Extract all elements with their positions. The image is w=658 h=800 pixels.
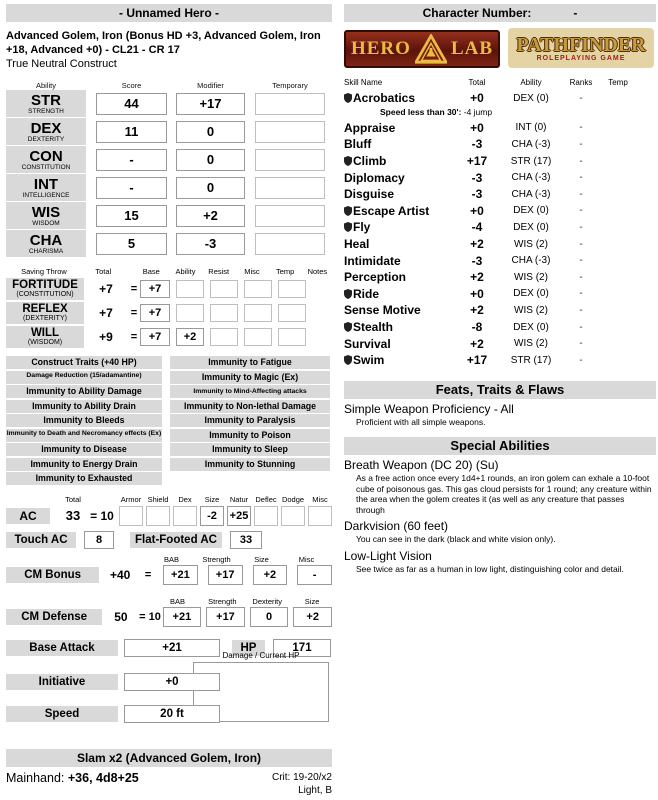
header-temp: Temp: [276, 267, 295, 276]
save-total: +9: [99, 330, 113, 344]
initiative-box: +0: [124, 673, 220, 691]
equals-sign: =: [130, 331, 138, 343]
header-misc: Misc: [312, 494, 328, 504]
ability-score-box: 44: [96, 93, 167, 115]
ability-table-header: [6, 81, 332, 90]
header-total: Total: [468, 78, 486, 87]
ability-modifier-box: 0: [176, 177, 245, 199]
ability-label: INT INTELLIGENCE: [6, 174, 86, 201]
save-resist-box: [210, 280, 238, 298]
trait-cell: Immunity to Death and Necromancy effects (Ex): [6, 429, 162, 442]
hero-name-bar: - Unnamed Hero -: [6, 4, 332, 22]
cm-defense-total: 50: [114, 609, 128, 624]
trait-cell: Immunity to Paralysis: [170, 414, 330, 427]
armor-check-shield-icon: [344, 222, 352, 232]
special-ability-description: You can see in the dark (black and white vision only).: [356, 534, 556, 544]
skill-row-appraise: Appraise +0 INT (0) -: [344, 120, 583, 135]
cm-defense-label: CM Defense: [6, 609, 102, 625]
character-number-label: Character Number:: [422, 6, 532, 20]
touch-ac-label: Touch AC: [6, 532, 76, 548]
save-misc-box: [244, 280, 272, 298]
trait-cell: Immunity to Energy Drain: [6, 458, 162, 471]
feat-name: Simple Weapon Proficiency - All: [344, 401, 514, 416]
save-temp-box: [278, 280, 306, 298]
cm-bonus-total: +40: [110, 567, 131, 582]
armor-check-shield-icon: [344, 322, 352, 332]
attack-crit-info: Crit: 19-20/x2 Light, B: [271, 771, 332, 796]
base-attack-box: +21: [124, 639, 220, 657]
equals-sign: =: [144, 568, 152, 581]
trait-cell: Immunity to Ability Drain: [6, 400, 162, 413]
saves-table-header: [6, 267, 332, 276]
ability-temp-box: [255, 149, 325, 171]
header-strength: Strength: [202, 554, 231, 564]
header-ranks: Ranks: [569, 78, 593, 87]
cmb-size-box: +2: [253, 565, 288, 585]
cm-bonus-row: [6, 565, 332, 585]
header-resist: Resist: [208, 267, 230, 276]
cmd-size-box: +2: [293, 607, 332, 627]
feats-header-bar: Feats, Traits & Flaws: [344, 381, 656, 399]
header-dexterity: Dexterity: [252, 596, 282, 606]
ability-row-wis: [6, 202, 332, 229]
header-ability: Ability: [175, 267, 196, 276]
flat-footed-ac-label: Flat-Footed AC: [130, 532, 222, 548]
ac-dex-box: [173, 506, 197, 526]
skill-row-disguise: Disguise -3 CHA (-3) -: [344, 187, 583, 202]
ability-row-int: [6, 174, 332, 201]
header-ability: Ability: [520, 78, 542, 87]
save-total: +7: [99, 306, 113, 320]
skill-row-sense-motive: Sense Motive +2 WIS (2) -: [344, 303, 583, 318]
skills-table-header: [344, 78, 656, 87]
herolab-triangle-icon: [415, 34, 447, 64]
herolab-word-hero: HERO: [350, 38, 411, 59]
cmd-dexterity-box: 0: [250, 607, 289, 627]
header-total: Total: [65, 494, 81, 504]
armor-check-shield-icon: [344, 206, 352, 216]
herolab-logo: [344, 30, 500, 68]
flat-footed-ac-box: 33: [230, 531, 262, 549]
header-score: Score: [121, 81, 142, 90]
trait-cell: Immunity to Fatigue: [170, 356, 330, 369]
logo-row: [344, 28, 656, 70]
trait-cell: Immunity to Ability Damage: [6, 385, 162, 398]
ac-dodge-box: [281, 506, 305, 526]
ac-armor-box: [119, 506, 143, 526]
trait-cell: Immunity to Poison: [170, 429, 330, 442]
save-row-reflex: [6, 302, 332, 324]
trait-cell: Immunity to Mind-Affecting attacks: [170, 385, 330, 398]
skill-row-survival: Survival +2 WIS (2) -: [344, 336, 583, 351]
character-number-bar: [344, 4, 656, 22]
armor-check-shield-icon: [344, 93, 352, 103]
ability-temp-box: [255, 177, 325, 199]
trait-cell: Immunity to Magic (Ex): [170, 371, 330, 384]
speed-box: 20 ft: [124, 705, 220, 723]
skill-row-heal: Heal +2 WIS (2) -: [344, 237, 583, 252]
ability-label: DEX DEXTERITY: [6, 118, 86, 145]
ability-modifier-box: 0: [176, 149, 245, 171]
trait-cell: Construct Traits (+40 HP): [6, 356, 162, 369]
ability-row-con: [6, 146, 332, 173]
ac-row: [6, 505, 332, 527]
trait-cell: Immunity to Sleep: [170, 443, 330, 456]
combat-stats-zone: [6, 639, 332, 735]
ability-modifier-box: -3: [176, 233, 245, 255]
skill-row-swim: Swim +17 STR (17) -: [344, 352, 656, 369]
skill-row-fly: Fly -4 DEX (0) -: [344, 219, 656, 236]
touch-ac-box: 8: [84, 531, 114, 549]
skill-row-climb: Climb +17 STR (17) -: [344, 153, 656, 170]
save-temp-box: [278, 328, 306, 346]
save-row-fortitude: [6, 278, 332, 300]
ac-shield-box: [146, 506, 170, 526]
save-resist-box: [210, 304, 238, 322]
save-temp-box: [278, 304, 306, 322]
touch-ac-row: [6, 531, 332, 549]
equals-sign: =: [130, 283, 138, 295]
ability-label: CHA CHARISMA: [6, 230, 86, 257]
save-total: +7: [99, 282, 113, 296]
skill-row-ride: Ride +0 DEX (0) -: [344, 286, 656, 303]
herolab-word-lab: LAB: [450, 38, 494, 59]
cmd-bab-box: +21: [163, 607, 202, 627]
header-modifier: Modifier: [197, 81, 224, 90]
header-skill-name: Skill Name: [344, 78, 383, 87]
attack-line: [6, 771, 332, 797]
ability-modifier-box: +17: [176, 93, 245, 115]
skill-row-acrobatics: Acrobatics +0 DEX (0) -: [344, 90, 656, 107]
ability-modifier-box: +2: [176, 205, 245, 227]
special-ability-description: As a free action once every 1d4+1 rounds, an iron golem can exhale a 10-foot cube of poisonous gas. This gas cloud persists for 1 round; any creature within the area when the golem creates it (as well as any creature that passes through: [356, 473, 652, 515]
hp-label: HP: [232, 640, 265, 656]
character-number-value: -: [573, 6, 578, 20]
save-misc-box: [244, 304, 272, 322]
save-base-box: +7: [140, 328, 170, 346]
ability-score-box: 5: [96, 233, 167, 255]
initiative-row: [6, 673, 220, 691]
special-ability-name: Breath Weapon (DC 20) (Su): [344, 458, 499, 472]
armor-check-shield-icon: [344, 355, 352, 365]
ac-total: 33: [65, 508, 81, 523]
traits-immunities-grid: [6, 356, 332, 487]
save-misc-box: [244, 328, 272, 346]
header-armor: Armor: [120, 494, 142, 504]
ability-row-cha: [6, 230, 332, 257]
ac-size-box: -2: [200, 506, 224, 526]
ac-table-header: [6, 495, 332, 504]
armor-check-shield-icon: [344, 156, 352, 166]
header-notes: Notes: [307, 267, 328, 276]
cmb-strength-box: +17: [208, 565, 243, 585]
armor-check-shield-icon: [344, 289, 352, 299]
character-alignment-type: True Neutral Construct: [6, 58, 117, 70]
skill-row-intimidate: Intimidate -3 CHA (-3) -: [344, 253, 583, 268]
ability-score-box: -: [96, 177, 167, 199]
header-temporary: Temporary: [272, 81, 308, 90]
special-ability-name: Darkvision (60 feet): [344, 519, 449, 533]
header-total: Total: [95, 267, 112, 276]
equals-sign: =: [130, 307, 138, 319]
mainhand-attack: Mainhand: +36, 4d8+25: [6, 770, 139, 785]
cm-defense-row: [6, 607, 332, 627]
save-base-box: +7: [140, 280, 170, 298]
save-label: WILL (WISDOM): [6, 326, 84, 348]
save-resist-box: [210, 328, 238, 346]
right-column: [344, 4, 656, 578]
speed-row: [6, 705, 220, 723]
header-dex: Dex: [178, 494, 192, 504]
skill-row-perception: Perception +2 WIS (2) -: [344, 270, 583, 285]
ability-score-box: 15: [96, 205, 167, 227]
header-strength: Strength: [208, 596, 237, 606]
header-bab: BAB: [169, 596, 185, 606]
header-misc: Misc: [298, 554, 315, 564]
save-base-box: +7: [140, 304, 170, 322]
header-deflection: Deflec: [255, 494, 277, 504]
pathfinder-title: PATHFINDER: [516, 33, 646, 56]
cmb-table-header: [6, 555, 332, 564]
equals-base: = 10: [139, 610, 161, 623]
header-misc: Misc: [244, 267, 260, 276]
speed-label: Speed: [6, 706, 118, 722]
header-saving-throw: Saving Throw: [21, 267, 67, 276]
hp-box: 171: [273, 639, 331, 657]
ability-label: WIS WISDOM: [6, 202, 86, 229]
header-natural: Natur: [229, 494, 249, 504]
save-row-will: [6, 326, 332, 348]
left-column: [6, 4, 332, 797]
save-ability-box: +2: [176, 328, 204, 346]
cm-bonus-label: CM Bonus: [6, 567, 99, 583]
ability-row-dex: [6, 118, 332, 145]
ability-score-box: 11: [96, 121, 167, 143]
trait-cell: Immunity to Non-lethal Damage: [170, 400, 330, 413]
ability-temp-box: [255, 93, 325, 115]
header-size: Size: [304, 596, 320, 606]
skill-row-escape-artist: Escape Artist +0 DEX (0) -: [344, 203, 656, 220]
ability-score-box: -: [96, 149, 167, 171]
ability-label: STR STRENGTH: [6, 90, 86, 117]
pathfinder-logo: [508, 28, 654, 68]
pathfinder-subtitle: ROLEPLAYING GAME: [536, 54, 626, 62]
save-label: FORTITUDE (CONSTITUTION): [6, 278, 84, 300]
header-ability: Ability: [35, 81, 56, 90]
skill-row-stealth: Stealth -8 DEX (0) -: [344, 319, 656, 336]
skill-row-bluff: Bluff -3 CHA (-3) -: [344, 137, 583, 152]
trait-cell: Immunity to Exhausted: [6, 472, 162, 485]
cmd-strength-box: +17: [206, 607, 245, 627]
ability-temp-box: [255, 121, 325, 143]
ability-row-str: [6, 90, 332, 117]
trait-cell: Immunity to Stunning: [170, 458, 330, 471]
character-summary: Advanced Golem, Iron (Bonus HD +3, Advanced Golem, Iron +18, Advanced +0) - CL21 - CR 17: [6, 30, 321, 56]
base-attack-label: Base Attack: [6, 640, 118, 656]
header-bab: BAB: [163, 554, 179, 564]
ability-temp-box: [255, 205, 325, 227]
ac-label: AC: [6, 508, 50, 524]
ac-deflection-box: [254, 506, 278, 526]
special-ability-name: Low-Light Vision: [344, 548, 432, 563]
ac-misc-box: [308, 506, 332, 526]
attack-header-bar: Slam x2 (Advanced Golem, Iron): [6, 749, 332, 767]
header-size: Size: [204, 494, 220, 504]
feat-description: Proficient with all simple weapons.: [356, 416, 486, 427]
header-shield: Shield: [147, 494, 169, 504]
header-base: Base: [142, 267, 160, 276]
ac-base: = 10: [90, 508, 114, 523]
skill-note: Speed less than 30': -4 jump: [380, 106, 493, 117]
cmb-bab-box: +21: [163, 565, 198, 585]
cmb-misc-box: -: [297, 565, 332, 585]
save-ability-box: [176, 304, 204, 322]
cmd-table-header: [6, 597, 332, 606]
ability-temp-box: [255, 233, 325, 255]
initiative-label: Initiative: [6, 674, 118, 690]
header-size: Size: [254, 554, 269, 564]
save-label: REFLEX (DEXTERITY): [6, 302, 84, 324]
special-ability-description: See twice as far as a human in low light, distinguishing color and detail.: [356, 563, 624, 574]
trait-cell: Immunity to Bleeds: [6, 414, 162, 427]
ac-natural-box: +25: [227, 506, 251, 526]
header-temp: Temp: [608, 78, 628, 87]
damage-current-hp-label: Damage / Current HP: [222, 650, 300, 660]
skill-row-diplomacy: Diplomacy -3 CHA (-3) -: [344, 170, 583, 185]
ability-modifier-box: 0: [176, 121, 245, 143]
save-ability-box: [176, 280, 204, 298]
traits-column-right: [170, 356, 330, 487]
ability-label: CON CONSTITUTION: [6, 146, 86, 173]
trait-cell: Immunity to Disease: [6, 443, 162, 456]
header-dodge: Dodge: [281, 494, 305, 504]
special-abilities-header-bar: Special Abilities: [344, 437, 656, 455]
trait-cell: Damage Reduction (15/adamantine): [6, 371, 162, 384]
traits-column-left: [6, 356, 162, 487]
